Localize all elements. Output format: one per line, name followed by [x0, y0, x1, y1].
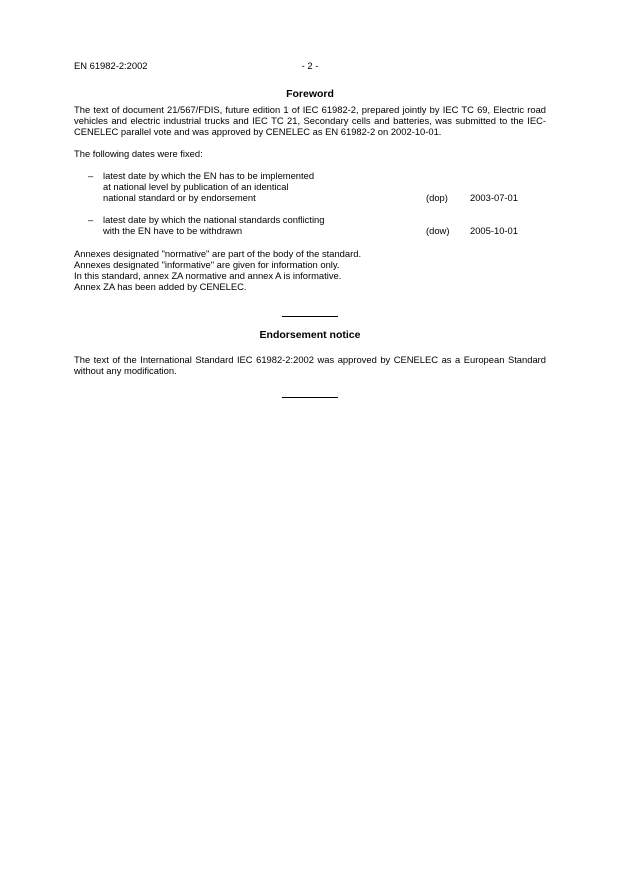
annex-notes	[74, 248, 546, 292]
date-item-line: national standard or by endorsement	[103, 192, 256, 203]
section-separator	[282, 316, 338, 317]
date-item-text	[103, 170, 403, 203]
date-item-line: at national level by publication of an identical	[103, 181, 289, 192]
date-item-dow	[74, 214, 546, 236]
annex-line: Annexes designated "normative" are part of the body of the standard.	[74, 248, 362, 259]
page-number: - 2 -	[301, 60, 319, 71]
date-abbreviation: (dow)	[426, 225, 450, 236]
document-id: EN 61982-2:2002	[74, 60, 148, 71]
foreword-heading: Foreword	[286, 88, 334, 100]
dates-intro: The following dates were fixed:	[74, 148, 203, 159]
list-dash: –	[88, 214, 94, 225]
section-separator	[282, 397, 338, 398]
annex-line: In this standard, annex ZA normative and annex A is informative.	[74, 270, 342, 281]
foreword-intro-paragraph: The text of document 21/567/FDIS, future edition 1 of IEC 61982-2, prepared jointly by IEC TC 69, Electric road vehicles and electric industrial trucks and IEC TC 21, Secondary cells and batteries, was submitted to the IEC-CENELEC parallel vote and was approved by CENELEC as EN 61982-2 on 2002-10-01.	[74, 104, 546, 137]
annex-line: Annex ZA has been added by CENELEC.	[74, 281, 247, 292]
date-item-dop	[74, 170, 546, 203]
annex-line: Annexes designated "informative" are given for information only.	[74, 259, 340, 270]
date-item-line: latest date by which the national standards conflicting	[103, 214, 325, 225]
list-dash: –	[88, 170, 94, 181]
date-item-text	[103, 214, 403, 236]
page-header	[74, 60, 546, 74]
endorsement-paragraph: The text of the International Standard IEC 61982-2:2002 was approved by CENELEC as a European Standard without any modification.	[74, 354, 546, 376]
date-value: 2005-10-01	[470, 225, 518, 236]
date-abbreviation: (dop)	[426, 192, 448, 203]
endorsement-heading: Endorsement notice	[259, 329, 361, 341]
date-item-line: latest date by which the EN has to be implemented	[103, 170, 315, 181]
document-page	[74, 60, 546, 398]
date-value: 2003-07-01	[470, 192, 518, 203]
date-item-line: with the EN have to be withdrawn	[103, 225, 243, 236]
dates-list	[74, 170, 546, 236]
